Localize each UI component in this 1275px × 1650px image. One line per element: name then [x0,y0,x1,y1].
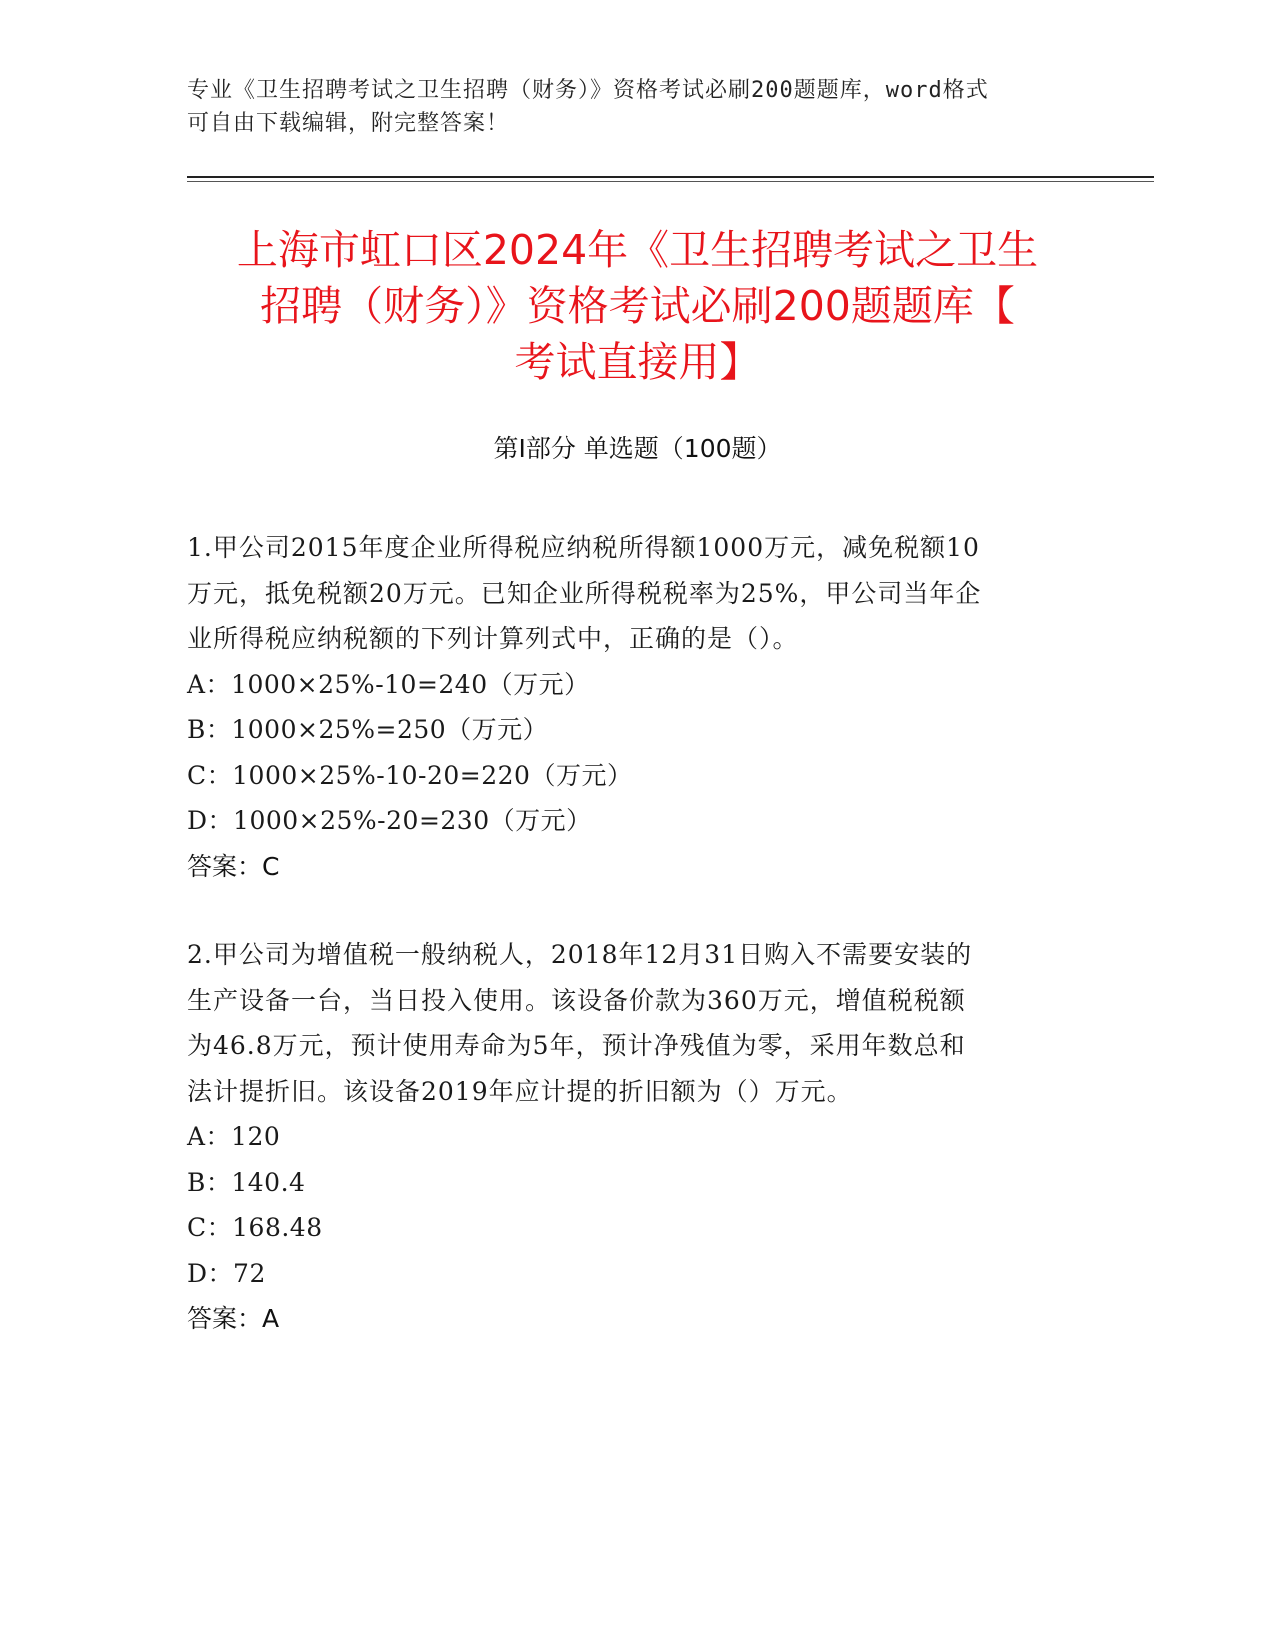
stem-line: 1.甲公司2015年度企业所得税应纳税所得额1000万元，减免税额10 [187,533,980,562]
question-stem [187,525,1077,662]
option-a: A：1000×25%-10=240（万元） [187,669,590,699]
answer-line: 答案：A [187,1304,280,1333]
stem-line: 法计提折旧。该设备2019年应计提的折旧额为（）万元。 [187,1076,853,1106]
header-divider-thin [187,181,1154,182]
answer-line: 答案：C [187,851,280,881]
option-b: B：1000×25%=250（万元） [187,715,549,744]
header-divider-thick [187,176,1154,178]
title-line-3: 考试直接用】 [514,338,761,386]
option-b: B：140.4 [187,1167,306,1197]
header-note [187,74,1077,140]
title-line-1: 上海市虹口区2024年《卫生招聘考试之卫生 [236,226,1039,274]
question-2 [187,932,1077,1342]
stem-line: 为46.8万元，预计使用寿命为5年，预计净残值为零，采用年数总和 [187,1031,966,1060]
option-c: C：1000×25%-10-20=220（万元） [187,760,633,790]
option-d: D：1000×25%-20=230（万元） [187,806,592,835]
option-d: D：72 [187,1258,266,1288]
section-heading: 第Ⅰ部分 单选题（100题） [493,434,782,463]
question-stem [187,932,1077,1114]
stem-line: 业所得税应纳税额的下列计算列式中，正确的是（）。 [187,624,799,653]
header-note-line-1: 专业《卫生招聘考试之卫生招聘（财务）》资格考试必刷200题题库，word格式 [187,78,989,103]
question-1 [187,525,1077,889]
stem-line: 2.甲公司为增值税一般纳税人，2018年12月31日购入不需要安装的 [187,940,973,969]
title-line-2: 招聘（财务）》资格考试必刷200题题库【 [260,282,1015,330]
option-c: C：168.48 [187,1213,323,1242]
header-note-line-2: 可自由下载编辑，附完整答案！ [187,111,510,136]
document-title [150,222,1125,390]
option-a: A：120 [187,1122,281,1151]
stem-line: 生产设备一台，当日投入使用。该设备价款为360万元，增值税税额 [187,985,966,1015]
stem-line: 万元，抵免税额20万元。已知企业所得税税率为25%，甲公司当年企 [187,578,982,608]
